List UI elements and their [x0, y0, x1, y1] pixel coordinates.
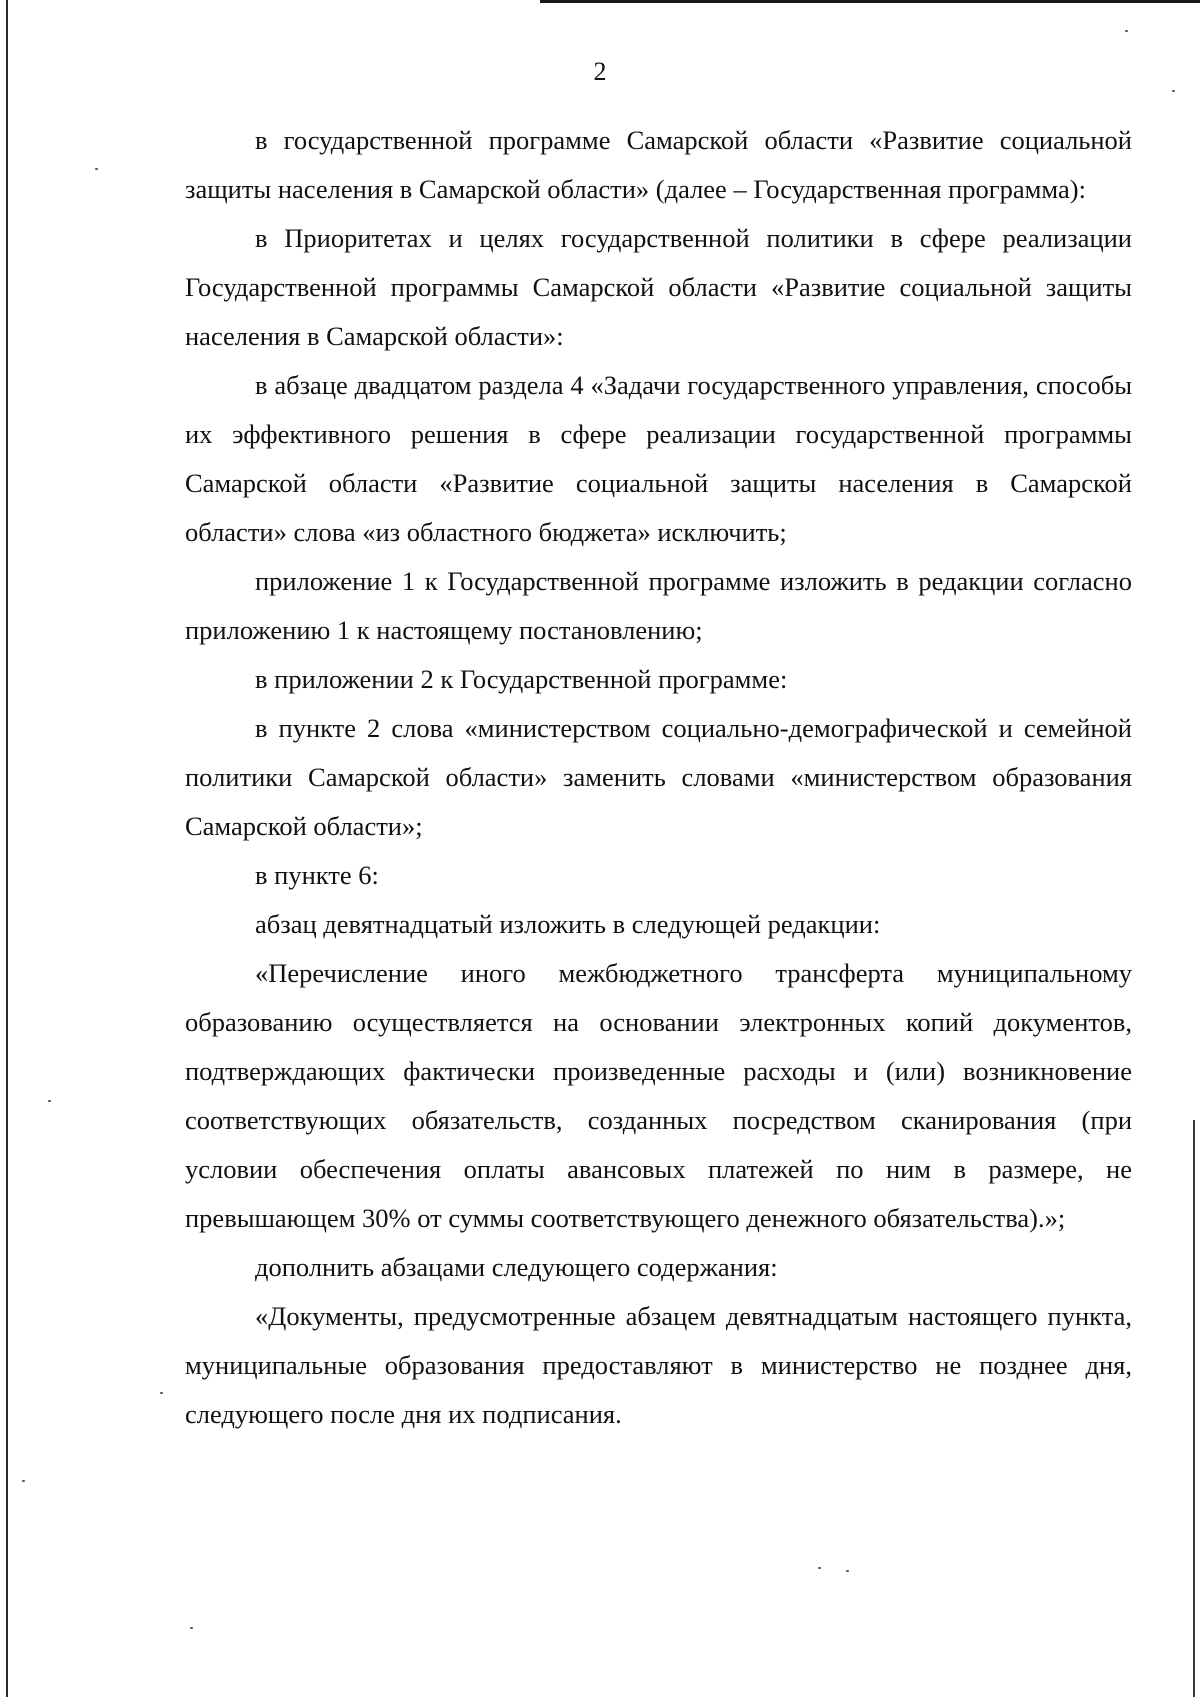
paragraph: в Приоритетах и целях государственной политики в сфере реализации Государственной программы Самарской области «Развитие социальной защиты населения в Самарской области»:: [185, 223, 1132, 351]
document-body: [185, 116, 1132, 1439]
scan-speck: [846, 1570, 849, 1572]
paragraph: дополнить абзацами следующего содержания:: [255, 1252, 778, 1282]
paragraph: абзац девятнадцатый изложить в следующей редакции:: [255, 909, 881, 939]
scan-speck: [48, 1100, 51, 1102]
paragraph: приложение 1 к Государственной программе изложить в редакции согласно приложению 1 к настоящему постановлению;: [185, 566, 1132, 645]
scan-speck: [1172, 90, 1175, 92]
scan-speck: [95, 168, 98, 170]
paragraph: в пункте 6:: [255, 860, 379, 890]
scan-speck: [190, 1627, 193, 1629]
paragraph: в пункте 2 слова «министерством социально-демографической и семейной политики Самарской области» заменить словами «министерством образования Самарской области»;: [185, 713, 1132, 841]
scan-edge-right: [1193, 1120, 1195, 1697]
paragraph: в приложении 2 к Государственной программе:: [255, 664, 788, 694]
scan-edge-top: [540, 0, 1200, 3]
paragraph: в государственной программе Самарской области «Развитие социальной защиты населения в Самарской области» (далее – Государственная программа):: [185, 125, 1132, 204]
scan-speck: [818, 1567, 821, 1569]
paragraph: в абзаце двадцатом раздела 4 «Задачи государственного управления, способы их эффективного решения в сфере реализации государственной программы Самарской области «Развитие социальной защиты населения в Самарской области» слова «из областного бюджета» исключить;: [185, 370, 1132, 547]
scan-speck: [1125, 30, 1128, 32]
page-number: 2: [593, 57, 607, 86]
scan-speck: [22, 1480, 25, 1482]
scan-speck: [160, 1392, 163, 1394]
scan-edge-left: [6, 0, 8, 1697]
paragraph: «Перечисление иного межбюджетного трансферта муниципальному образованию осуществляется на основании электронных копий документов, подтверждающих фактически произведенные расходы и (или) возникновение соответствующих обязательств, созданных посредством сканирования (при условии обеспечения оплаты авансовых платежей по ним в размере, не превышающем 30% от суммы соответствующего денежного обязательства).»;: [185, 958, 1132, 1233]
paragraph: «Документы, предусмотренные абзацем девятнадцатым настоящего пункта, муниципальные образования предоставляют в министерство не позднее дня, следующего после дня их подписания.: [185, 1301, 1132, 1429]
